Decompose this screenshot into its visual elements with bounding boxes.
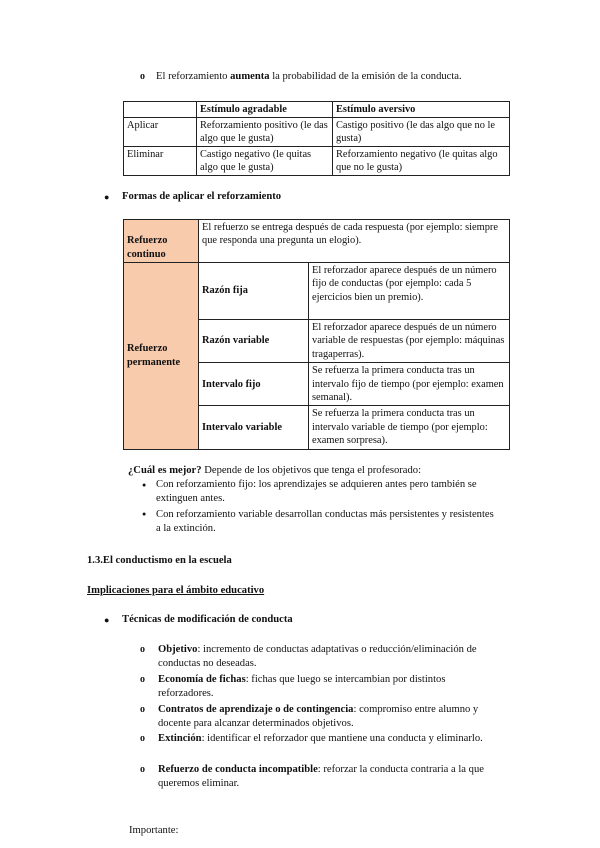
intro-bullet: o	[140, 71, 145, 82]
schedule-text: El reforzador aparece después de un número variable de respuestas (por ejemplo: máquinas tragaperras).	[309, 320, 510, 363]
schedules-table	[123, 219, 510, 450]
bullet-o-icon: o	[140, 674, 145, 685]
table-cell: Castigo negativo (le quitas algo que le gusta)	[197, 147, 333, 176]
table-row	[124, 263, 510, 320]
section-title: 1.3.El conductismo en la escuela	[87, 555, 232, 566]
bullet-dot-icon: ●	[104, 615, 110, 625]
best-item: Con reforzamiento variable desarrollan conductas más persistentes y resistentes a la extinción.	[156, 509, 494, 534]
best-question: ¿Cuál es mejor?	[128, 465, 202, 476]
table-header-cell	[124, 102, 197, 118]
permanente-label: Refuerzo permanente	[124, 263, 199, 450]
best-item: Con reforzamiento fijo: los aprendizajes se adquieren antes pero también se extinguen antes.	[156, 479, 477, 504]
table-cell: Reforzamiento negativo (le quitas algo que no le gusta)	[333, 147, 510, 176]
table-header-cell: Estímulo aversivo	[333, 102, 510, 118]
bullet-dot-icon: ●	[142, 510, 147, 518]
schedule-text: El reforzador aparece después de un número fijo de conductas (por ejemplo: cada 5 ejercicios bien un premio).	[309, 263, 510, 320]
schedule-text: Se refuerza la primera conducta tras un intervalo variable de tiempo (por ejemplo: examen sorpresa).	[309, 406, 510, 449]
bullet-o-icon: o	[140, 704, 145, 715]
schedule-name: Intervalo variable	[199, 406, 309, 449]
intro-text	[156, 70, 586, 84]
technique-desc: : compromiso entre alumno y docente para alcanzar determinados objetivos.	[158, 704, 479, 729]
table-row	[124, 220, 510, 263]
continuo-label: Refuerzo continuo	[124, 220, 199, 263]
best-question-line	[128, 464, 568, 478]
technique-item	[158, 703, 483, 730]
schedule-name: Razón variable	[199, 320, 309, 363]
bullet-o-icon: o	[140, 733, 145, 744]
table-cell: Reforzamiento positivo (le das algo que le gusta)	[197, 118, 333, 147]
continuo-text: El refuerzo se entrega después de cada respuesta (por ejemplo: siempre que responda una pregunta un elogio).	[199, 220, 510, 263]
schedule-text: Se refuerza la primera conducta tras un intervalo fijo de tiempo (por ejemplo: examen semanal).	[309, 363, 510, 406]
technique-term: Refuerzo de conducta incompatible	[158, 764, 318, 775]
techniques-title: Técnicas de modificación de conducta	[122, 614, 293, 625]
intro-post: la probabilidad de la emisión de la conducta.	[269, 71, 462, 82]
table-header-cell: Estímulo agradable	[197, 102, 333, 118]
table-cell: Castigo positivo (le das algo que no le gusta)	[333, 118, 510, 147]
implications-title: Implicaciones para el ámbito educativo	[87, 585, 265, 596]
intro-pre: El reforzamiento	[156, 71, 231, 82]
intro-bold: aumenta	[230, 71, 270, 82]
important-label: Importante:	[129, 825, 179, 836]
table-row	[124, 147, 510, 176]
technique-term: Extinción	[158, 733, 202, 744]
technique-term: Contratos de aprendizaje o de contingencia	[158, 704, 354, 715]
technique-item	[158, 732, 488, 746]
best-answer: Depende de los objetivos que tenga el profesorado:	[201, 465, 422, 476]
technique-item	[158, 673, 498, 700]
bullet-dot-icon: ●	[104, 192, 110, 202]
technique-term: Objetivo	[158, 644, 198, 655]
schedule-name: Intervalo fijo	[199, 363, 309, 406]
bullet-dot-icon: ●	[142, 481, 147, 489]
schedule-name: Razón fija	[199, 263, 309, 320]
table-cell: Aplicar	[124, 118, 197, 147]
technique-item	[158, 763, 520, 790]
technique-desc: : identificar el reforzador que mantiene una conducta y eliminarlo.	[201, 733, 483, 744]
reinforcement-table	[123, 101, 510, 176]
technique-term: Economía de fichas	[158, 674, 246, 685]
technique-desc: : incremento de conductas adaptativas o reducción/eliminación de conductas no deseadas.	[158, 644, 477, 669]
bullet-o-icon: o	[140, 764, 145, 775]
technique-item	[158, 643, 520, 670]
technique-desc: : reforzar la conducta contraria a la que queremos eliminar.	[158, 764, 484, 789]
table-cell: Eliminar	[124, 147, 197, 176]
technique-desc: : fichas que luego se intercambian por distintos reforzadores.	[158, 674, 446, 699]
table-row	[124, 118, 510, 147]
table-header-row	[124, 102, 510, 118]
forms-heading: Formas de aplicar el reforzamiento	[122, 191, 282, 202]
bullet-o-icon: o	[140, 644, 145, 655]
